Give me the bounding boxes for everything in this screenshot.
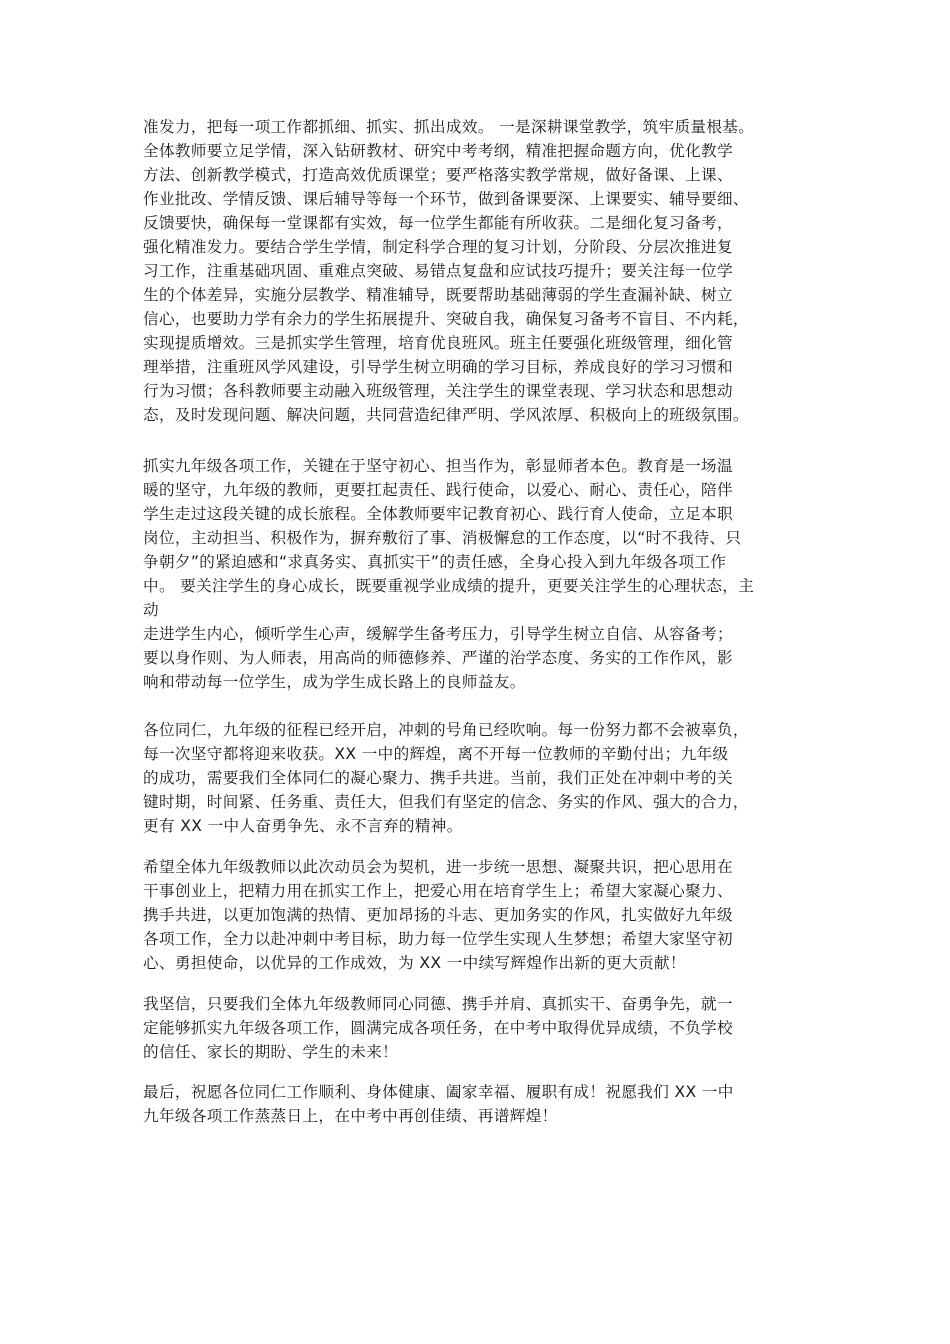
- paragraph-2: [143, 454, 833, 694]
- text-line: 最后，祝愿各位同仁工作顺利、身体健康、阖家幸福、履职有成！祝愿我们 XX 一中: [143, 1083, 734, 1101]
- text-line: 心、勇担使命，以优异的工作成效，为 XX 一中续写辉煌作出新的更大贡献！: [143, 954, 686, 972]
- paragraph-4: [143, 855, 833, 975]
- text-line: 抓实九年级各项工作，关键在于坚守初心、担当作为，彰显师者本色。教育是一场温: [143, 457, 733, 475]
- text-line: 强化精准发力。要结合学生学情，制定科学合理的复习计划，分阶段、分层次推进复: [143, 238, 733, 256]
- paragraph-6: [143, 1080, 833, 1128]
- text-line: 学生走过这段关键的成长旅程。全体教师要牢记教育初心、践行育人使命，立足本职: [143, 505, 733, 523]
- text-line: 九年级各项工作蒸蒸日上，在中考中再创佳绩、再谱辉煌！: [143, 1107, 558, 1125]
- text-line: 走进学生内心，倾听学生心声，缓解学生备考压力，引导学生树立自信、从容备考；: [143, 625, 733, 643]
- text-line: 更有 XX 一中人奋勇争先、永不言弃的精神。: [143, 817, 463, 835]
- text-line: 的信任、家长的期盼、学生的未来！: [143, 1043, 399, 1061]
- text-line: 每一次坚守都将迎来收获。XX 一中的辉煌，离不开每一位教师的辛勤付出；九年级: [143, 745, 729, 763]
- text-line: 干事创业上，把精力用在抓实工作上，把爱心用在培育学生上；希望大家凝心聚力、: [143, 882, 733, 900]
- text-line: 方法、创新教学模式，打造高效优质课堂；要严格落实教学常规，做好备课、上课、: [143, 166, 733, 184]
- text-line: 岗位，主动担当、积极作为，摒弃敷衍了事、消极懈怠的工作态度，以“时不我待、只: [143, 529, 742, 547]
- text-line: 习工作，注重基础巩固、重难点突破、易错点复盘和应试技巧提升；要关注每一位学: [143, 262, 733, 280]
- text-line: 行为习惯；各科教师要主动融入班级管理，关注学生的课堂表现、学习状态和思想动: [143, 382, 733, 400]
- text-line: 暖的坚守，九年级的教师，更要扛起责任、践行使命，以爱心、耐心、责任心，陪伴: [143, 481, 733, 499]
- text-line: 各位同仁，九年级的征程已经开启，冲刺的号角已经吹响。每一份努力都不会被辜负，: [143, 721, 749, 739]
- text-line: 希望全体九年级教师以此次动员会为契机，进一步统一思想、凝聚共识，把心思用在: [143, 858, 733, 876]
- text-line: 键时期，时间紧、任务重、责任大，但我们有坚定的信念、务实的作风、强大的合力，: [143, 793, 749, 811]
- text-line: 争朝夕”的紧迫感和“求真务实、真抓实干”的责任感，全身心投入到九年级各项工作: [143, 553, 727, 571]
- text-line: 各项工作，全力以赴冲刺中考目标，助力每一位学生实现人生梦想；希望大家坚守初: [143, 930, 733, 948]
- text-line: 作业批改、学情反馈、课后辅导等每一个环节，做到备课要深、上课要实、辅导要细、: [143, 190, 749, 208]
- text-line: 反馈要快，确保每一堂课都有实效，每一位学生都能有所收获。二是细化复习备考，: [143, 214, 733, 232]
- text-line: 中。 要关注学生的身心成长，既要重视学业成绩的提升，更要关注学生的心理状态，主: [143, 577, 755, 595]
- text-line: 理举措，注重班风学风建设，引导学生树立明确的学习目标，养成良好的学习习惯和: [143, 358, 733, 376]
- text-line: 信心，也要助力学有余力的学生拓展提升、突破自我，确保复习备考不盲目、不内耗，: [143, 310, 749, 328]
- text-line: 准发力，把每一项工作都抓细、抓实、抓出成效。 一是深耕课堂教学，筑牢质量根基。: [143, 118, 755, 136]
- text-line: 要以身作则、为人师表，用高尚的师德修养、严谨的治学态度、务实的工作作风，影: [143, 649, 733, 667]
- paragraph-5: [143, 992, 833, 1064]
- text-line: 生的个体差异，实施分层教学、精准辅导，既要帮助基础薄弱的学生查漏补缺、树立: [143, 286, 733, 304]
- text-line: 定能够抓实九年级各项工作，圆满完成各项任务，在中考中取得优异成绩，不负学校: [143, 1019, 733, 1037]
- text-line: 动: [143, 601, 159, 619]
- text-line: 全体教师要立足学情，深入钻研教材、研究中考考纲，精准把握命题方向，优化教学: [143, 142, 733, 160]
- paragraph-3: [143, 718, 833, 838]
- text-line: 的成功，需要我们全体同仁的凝心聚力、携手共进。当前，我们正处在冲刺中考的关: [143, 769, 733, 787]
- paragraph-1: [143, 115, 833, 427]
- text-line: 携手共进，以更加饱满的热情、更加昂扬的斗志、更加务实的作风，扎实做好九年级: [143, 906, 733, 924]
- text-line: 实现提质增效。三是抓实学生管理，培育优良班风。班主任要强化班级管理，细化管: [143, 334, 733, 352]
- text-line: 态，及时发现问题、解决问题，共同营造纪律严明、学风浓厚、积极向上的班级氛围。: [143, 406, 749, 424]
- text-line: 我坚信，只要我们全体九年级教师同心同德、携手并肩、真抓实干、奋勇争先，就一: [143, 995, 733, 1013]
- text-line: 响和带动每一位学生，成为学生成长路上的良师益友。: [143, 673, 526, 691]
